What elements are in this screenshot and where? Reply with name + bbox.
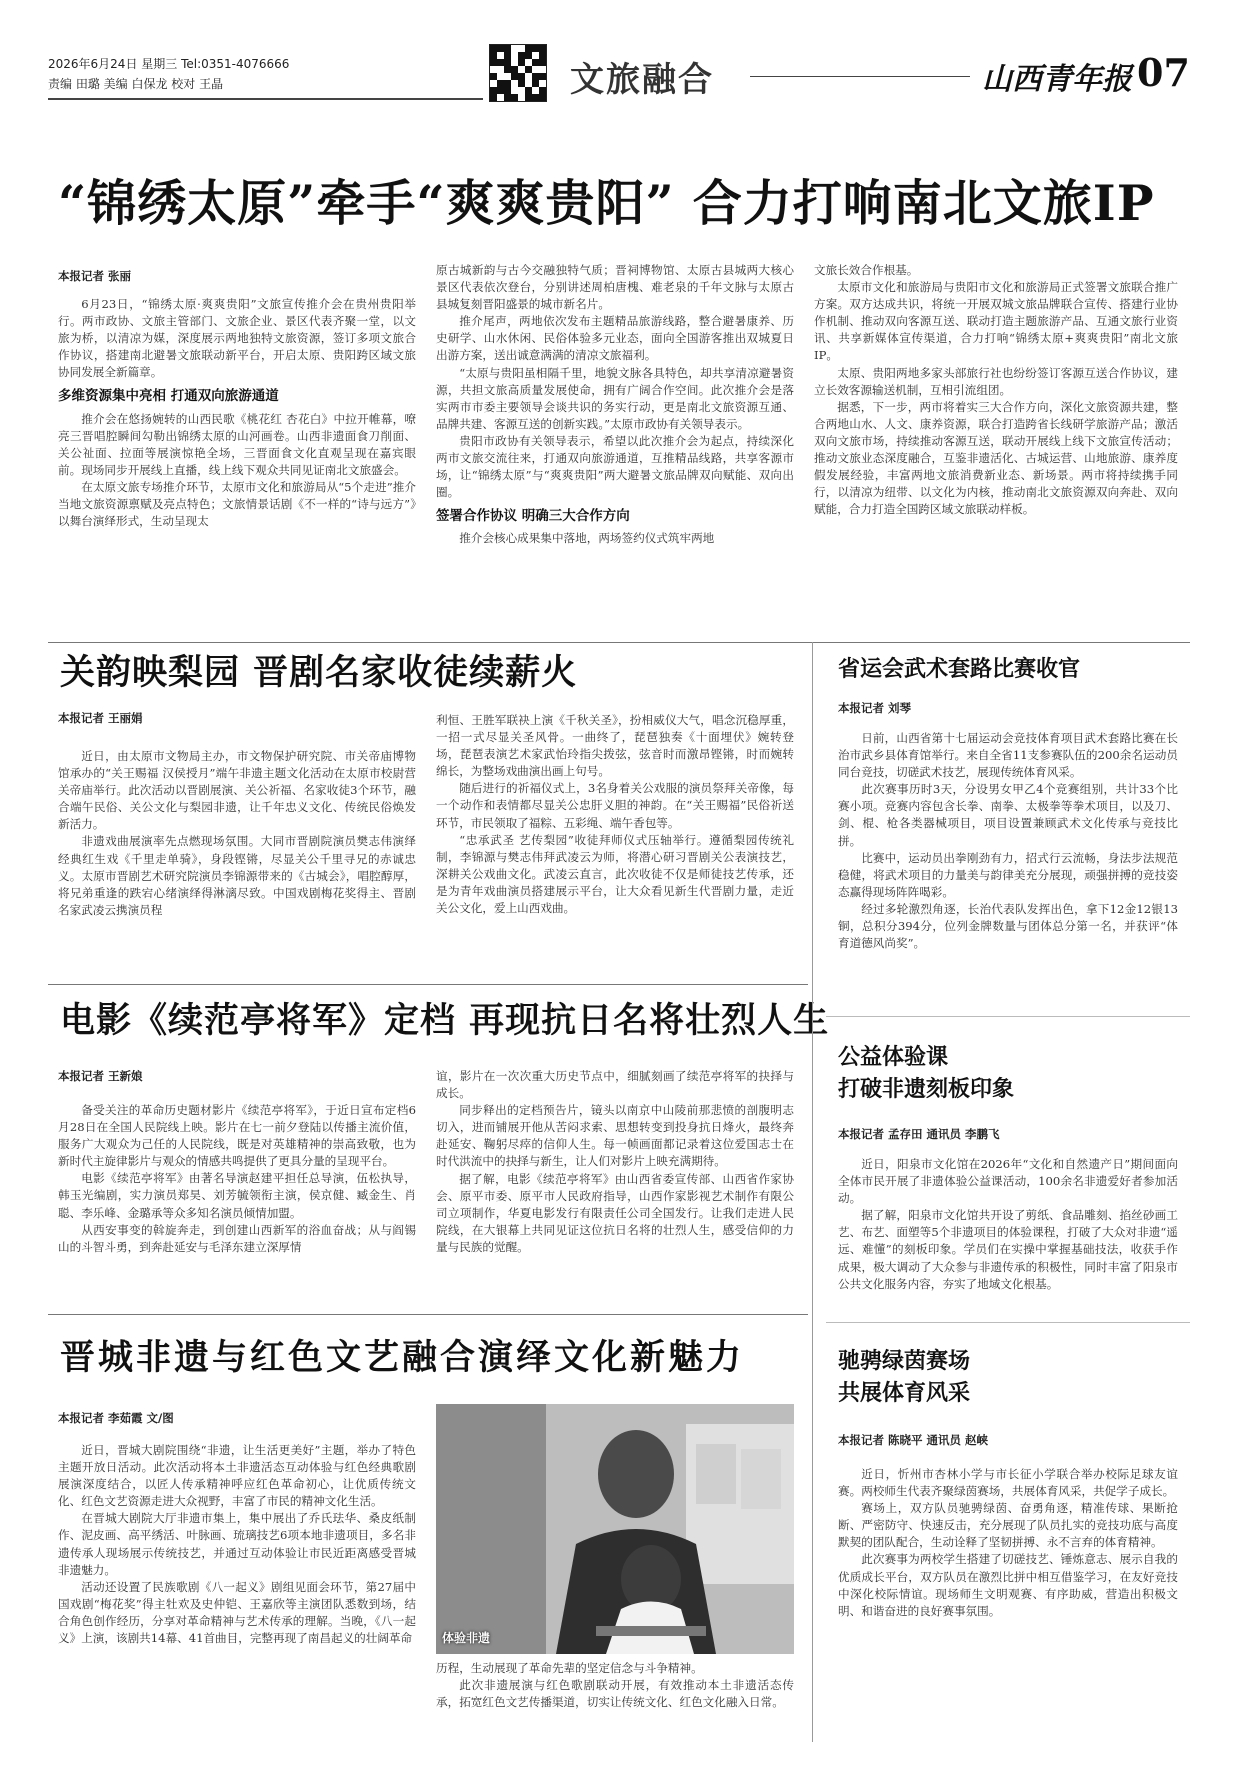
qr-module [539, 45, 546, 52]
article-column [58, 748, 416, 978]
sidebar-headline: 省运会武术套路比赛收官 [838, 657, 1081, 682]
paragraph: 在太原文旅专场推介环节，太原市文化和旅游局从“5个走进”推介当地文旅资源禀赋及亮点特色；文旅情景话剧《不一样的“诗与远方”》以舞台演绎形式，生动呈现太 [58, 479, 416, 529]
column-divider [812, 642, 813, 1742]
qr-module [525, 59, 532, 66]
qr-code-icon [489, 44, 547, 102]
qr-module [539, 87, 546, 94]
qr-module [497, 59, 504, 66]
qr-module [525, 80, 532, 87]
qr-module [497, 52, 504, 59]
qr-module [511, 52, 518, 59]
article-column [436, 1068, 794, 1302]
paragraph: 6月23日，“锦绣太原·爽爽贵阳”文旅宣传推介会在贵州贵阳举行。两市政协、文旅主管部门、文旅企业、景区代表齐聚一堂，以文旅为桥，以清凉为媒，深度展示两地独特文旅资源，签订多项文旅合作协议，搭建南北避暑文旅联动新平台，开启太原、贵阳跨区域文旅协同发展全新篇章。 [58, 297, 416, 380]
qr-module [504, 66, 511, 73]
qr-module [490, 59, 497, 66]
section-divider [48, 642, 1190, 643]
qr-module [511, 45, 518, 52]
article-headline: 关韵映梨园 晋剧名家收徒续薪火 [60, 653, 578, 693]
qr-module [532, 45, 539, 52]
qr-module [518, 52, 525, 59]
paragraph: 此次赛事历时3天，分设男女甲乙4个竞赛组别，共计33个比赛小项。竞赛内容包含长拳、南拳、太极拳等拳术项目，以及刀、剑、棍、枪各类器械项目，项目设置兼顾武术文化传承与竞技比拼。 [838, 782, 1178, 848]
subheading: 多维资源集中亮相 打通双向旅游通道 [58, 388, 279, 405]
header-rule-left [48, 98, 483, 100]
paragraph: 活动还设置了民族歌剧《八一起义》剧组见面会环节，第27届中国戏剧“梅花奖”得主牡欢及史仲铠、王嘉欣等主演团队悉数到场，结合角色创作经历，分享对革命精神与艺术传承的理解。当晚，《八一起义》上演，该剧共14幕、41首曲目，完整再现了南昌起义的壮阔革命 [58, 1579, 416, 1646]
section-title: 文旅融合 [570, 60, 714, 100]
qr-module [511, 59, 518, 66]
qr-module [490, 94, 497, 101]
paragraph: 贵阳市政协有关领导表示，希望以此次推介会为起点，持续深化两市文旅交流往来，打通双向旅游通道，互推精品线路，共享客源市场，让“锦绣太原”与“爽爽贵阳”两大避暑文旅品牌双向赋能、双向出圈。 [436, 433, 794, 500]
qr-module [497, 94, 504, 101]
article-column [58, 296, 416, 632]
qr-module [518, 73, 525, 80]
article-byline: 本报记者 王丽娟 [58, 711, 143, 725]
qr-module [504, 87, 511, 94]
qr-module [490, 52, 497, 59]
article-headline: 晋城非遗与红色文艺融合演绎文化新魅力 [60, 1338, 745, 1378]
photo-caption: 体验非遗 [442, 1631, 491, 1645]
qr-module [504, 94, 511, 101]
qr-module [539, 52, 546, 59]
sidebar-divider [826, 1322, 1190, 1323]
qr-module [539, 94, 546, 101]
paragraph: 历程，生动展现了革命先辈的坚定信念与斗争精神。 [436, 1661, 703, 1675]
paragraph: 近日，忻州市杏林小学与市长征小学联合举办校际足球友谊赛。两校师生代表齐聚绿茵赛场，共展体育风采，共促学子成长。 [838, 1467, 1178, 1499]
paragraph: 文旅长效合作根基。 [814, 263, 919, 277]
qr-module [490, 45, 497, 52]
qr-module [511, 94, 518, 101]
article-column [436, 712, 794, 978]
qr-module [532, 66, 539, 73]
qr-module [518, 87, 525, 94]
paragraph: 近日，晋城大剧院围绕“非遗，让生活更美好”主题，举办了特色主题开放日活动。此次活动将本土非遗活态互动体验与红色经典歌剧展演深度结合，以匠人传承精神呼应红色革命初心，让优质传统文化、红色文艺资源走进大众视野，丰富了市民的精神文化生活。 [58, 1443, 416, 1509]
qr-module [497, 87, 504, 94]
qr-module [504, 52, 511, 59]
sidebar-headline: 驰骋绿茵赛场 [838, 1349, 971, 1374]
qr-module [497, 66, 504, 73]
section-divider [48, 1314, 808, 1315]
paragraph: 备受关注的革命历史题材影片《续范亭将军》，于近日宣布定档6月28日在全国人民院线上映。影片在七一前夕登陆以传播主流价值，服务广大观众为己任的人民院线，既是对英雄精神的崇高致敬，也为新时代主旋律影片与观众的情感共鸣提供了更具分量的呈现平台。 [58, 1103, 416, 1169]
paragraph: 谊，影片在一次次重大历史节点中，细腻刻画了续范亭将军的抉择与成长。 [436, 1069, 794, 1101]
qr-module [490, 66, 497, 73]
paragraph: 据了解，阳泉市文化馆共开设了剪纸、食品雕刻、掐丝砂画工艺、布艺、面塑等5个非遗项目的体验课程，打破了大众对非遗“遥远、难懂”的刻板印象。学员们在实操中掌握基础技法，收获手作成果，极大调动了大众参与非遗传承的积极性，同时丰富了阳泉市公共文化服务内容，夯实了地域文化根基。 [838, 1208, 1178, 1291]
staff-credits: 责编 田璐 美编 白保龙 校对 王晶 [48, 77, 224, 91]
paragraph: 随后进行的祈福仪式上，3名身着关公戏服的演员祭拜关帝像，每一个动作和表情都尽显关公忠肝义胆的神韵。在“关王赐福”民俗祈送环节，市民领取了福粽、五彩绳、端午香包等。 [436, 781, 794, 830]
paragraph: 据悉，下一步，两市将着实三大合作方向，深化文旅资源共建，整合两地山水、人文、康养资源，联合打造跨省长线研学旅游产品；激活双向文旅市场，持续推动客源互送，联动开展线上线下文旅宣传活动；推动文旅业态深度融合，互鉴非遗活化、古城运营、山地旅游、康养度假发展经验，丰富两地文旅消费新业态、新场景。两市将持续携手同行，以清凉为纽带、以文化为内核，推动南北文旅资源双向奔赴、双向赋能，合力打造全国跨区域文旅联动样板。 [814, 399, 1178, 517]
article-column [814, 262, 1178, 632]
qr-module [504, 73, 511, 80]
sidebar-headline: 共展体育风采 [838, 1381, 971, 1406]
qr-module [539, 80, 546, 87]
qr-module [532, 80, 539, 87]
qr-module [532, 73, 539, 80]
qr-module [518, 45, 525, 52]
paragraph: 推介尾声，两地依次发布主题精品旅游线路，整合避暑康养、历史研学、山水休闲、民俗体验多元业态，面向全国游客推出双城夏日出游方案，送出诚意满满的清凉文旅福利。 [436, 314, 794, 363]
sidebar-byline: 本报记者 孟存田 通讯员 李鹏飞 [838, 1127, 1000, 1141]
qr-module [518, 80, 525, 87]
article-column [58, 1102, 416, 1302]
sidebar-headline: 公益体验课 [838, 1045, 949, 1070]
qr-module [511, 80, 518, 87]
article-byline: 本报记者 王新娘 [58, 1069, 143, 1083]
sidebar-headline: 打破非遗刻板印象 [838, 1077, 1015, 1102]
qr-module [539, 59, 546, 66]
qr-module [525, 94, 532, 101]
paragraph: 近日，由太原市文物局主办，市文物保护研究院、市关帝庙博物馆承办的“关王赐福 汉侯授月”端午非遗主题文化活动在太原市校尉营关帝庙举行。此次活动以晋剧展演、关公祈福、名家收徒3个环节，融合端午民俗、关公文化与梨园非遗，让千年忠义文化、传统民俗焕发新活力。 [58, 749, 416, 832]
newspaper-masthead: 山西青年报 [982, 62, 1132, 97]
paragraph: 此次非遗展演与红色歌剧联动开展，有效推动本土非遗活态传承，拓宽红色文艺传播渠道，切实让传统文化、红色文化融入日常。 [436, 1678, 794, 1710]
paragraph: “太原与贵阳虽相隔千里，地貌文脉各具特色，却共享清凉避暑资源，共担文旅高质量发展使命，拥有广阔合作空间。此次推介会是落实两市市委主要领导会谈共识的务实行动，更是南北文旅资源互通、品牌共建、客源互送的创新实践。”太原市政协有关领导表示。 [436, 365, 794, 431]
qr-module [518, 66, 525, 73]
paragraph: 推介会在悠扬婉转的山西民歌《桃花红 杏花白》中拉开帷幕，嘹亮三晋唱腔瞬间勾勒出锦绣太原的山河画卷。山西非遗面食刀削面、关公祉面、拉面等展演惊艳全场，三晋面食文化直观呈现在嘉宾眼前。现场同步开展线上直播，线上线下观众共同见证南北文旅盛会。 [58, 411, 416, 477]
qr-module [504, 80, 511, 87]
paragraph: 日前，山西省第十七届运动会竞技体育项目武术套路比赛在长治市武乡县体育馆举行。来自全省11支参赛队伍的200余名运动员同台竞技，切磋武术技艺，展现传统体育风采。 [838, 731, 1178, 780]
qr-module [539, 73, 546, 80]
sidebar-body [838, 1466, 1178, 1722]
paragraph: 太原市文化和旅游局与贵阳市文化和旅游局正式签署文旅联合推广方案。双方达成共识，将统一开展双城文旅品牌联合宣传、搭建行业协作机制、推动双向客源互送、联动打造主题旅游产品、互通文旅行业资讯、共享新媒体宣传渠道，合力打响“锦绣太原+爽爽贵阳”南北文旅IP。 [814, 280, 1178, 363]
paragraph: 此次赛事为两校学生搭建了切磋技艺、锤炼意志、展示自我的优质成长平台，双方队员在激烈比拼中相互借鉴学习，在友好竞技中深化校际情谊。现场师生文明观赛、有序助威，营造出积极文明、和谐奋进的良好赛事氛围。 [838, 1552, 1178, 1618]
page-number: 07 [1137, 50, 1190, 95]
sidebar-divider [826, 1016, 1190, 1017]
qr-module [511, 66, 518, 73]
paragraph: 原古城新韵与古今交融独特气质；晋祠博物馆、太原古县城两大核心景区代表依次登台，分别讲述周柏唐槐、难老泉的千年文脉与太原古县城复刻晋阳盛景的城市新名片。 [436, 263, 794, 312]
paragraph: 经过多轮激烈角逐，长治代表队发挥出色，拿下12金12银13铜，总积分394分，位列金牌数量与团体总分第一名，并获评“体育道德风尚奖”。 [838, 901, 1178, 951]
qr-module [490, 73, 497, 80]
sidebar-body [838, 730, 1178, 980]
qr-module [490, 87, 497, 94]
qr-module [525, 73, 532, 80]
paragraph: 据了解，电影《续范亭将军》由山西省委宣传部、山西省作家协会、原平市委、原平市人民政府指导，山西作家影视艺术制作有限公司立项制作，华夏电影发行有限责任公司全国发行。让我们走进人民院线，在大银幕上共同见证这位抗日名将的壮烈人生，感受信仰的力量与民族的觉醒。 [436, 1171, 794, 1254]
article-headline: 电影《续范亭将军》定档 再现抗日名将壮烈人生 [60, 1001, 830, 1041]
qr-module [511, 87, 518, 94]
qr-module [518, 94, 525, 101]
paragraph: 从西安事变的斡旋奔走，到创建山西新军的浴血奋战；从与阎锡山的斗智斗勇，到奔赴延安与毛泽东建立深厚情 [58, 1222, 416, 1254]
header-rule-right [750, 76, 970, 77]
subheading: 签署合作协议 明确三大合作方向 [436, 508, 630, 525]
qr-module [511, 73, 518, 80]
qr-module [532, 59, 539, 66]
article-column [436, 262, 794, 632]
sidebar-body [838, 1156, 1178, 1306]
qr-module [518, 59, 525, 66]
paragraph: 在晋城大剧院大厅非遗市集上，集中展出了乔氏珐华、桑皮纸制作、泥皮画、高平绣活、叶脉画、琉璃技艺6项本地非遗项目，多名非遗传承人现场展示传统技艺，并通过互动体验让市民近距离感受晋城非遗魅力。 [58, 1511, 416, 1577]
article-column [58, 1442, 416, 1712]
article-column [436, 1660, 794, 1720]
qr-module [532, 87, 539, 94]
paragraph: 非遗戏曲展演率先点燃现场氛围。大同市晋剧院演员樊志伟演绎经典红生戏《千里走单骑》，身段铿锵，尽显关公千里寻兄的赤诚忠义。太原市晋剧艺术研究院演员李锦源带来的《古城会》，唱腔醇厚，将兄弟重逢的跌宕心绪演绎得淋漓尽致。中国戏剧梅花奖得主、晋剧名家武凌云携演员程 [58, 834, 416, 917]
qr-module [532, 52, 539, 59]
photo-illustration [436, 1404, 794, 1654]
qr-module [490, 80, 497, 87]
article-byline: 本报记者 李茹霞 文/图 [58, 1411, 174, 1425]
paragraph: 推介会核心成果集中落地，两场签约仪式筑牢两地 [459, 531, 715, 546]
paragraph: 比赛中，运动员出拳刚劲有力，招式行云流畅，身法步法规范稳健，将武术项目的力量美与韵律美充分展现，顽强拼搏的竞技姿态赢得现场阵阵喝彩。 [838, 850, 1178, 899]
paragraph: 近日，阳泉市文化馆在2026年“文化和自然遗产日”期间面向全体市民开展了非遗体验公益课活动，100余名非遗爱好者参加活动。 [838, 1157, 1178, 1206]
qr-module [504, 45, 511, 52]
qr-module [525, 52, 532, 59]
sidebar-byline: 本报记者 刘琴 [838, 701, 912, 715]
article-photo [436, 1404, 794, 1654]
paragraph: 赛场上，双方队员驰骋绿茵、奋勇角逐，精准传球、果断抢断、严密防守、快速反击，充分展现了队员扎实的竞技功底与高度默契的团队配合，生动诠释了坚韧拼搏、永不言弃的体育精神。 [838, 1501, 1178, 1550]
sidebar-byline: 本报记者 陈晓平 通讯员 赵峡 [838, 1433, 989, 1447]
qr-module [525, 45, 532, 52]
paragraph: 利恒、王胜军联袂上演《千秋关圣》，扮相威仪大气，唱念沉稳厚重，一招一式尽显关圣风骨。一曲终了，琵琶独奏《十面埋伏》婉转登场，琵琶表演艺术家武怡玲指尖拨弦，弦音时而激昂铿锵，时而婉转绵长，为整场戏曲演出画上句号。 [436, 713, 794, 779]
section-divider [48, 984, 808, 985]
issue-date-line: 2026年6月24日 星期三 Tel:0351-4076666 [48, 57, 290, 71]
qr-module [532, 94, 539, 101]
article-headline: “锦绣太原”牵手“爽爽贵阳” 合力打响南北文旅IP [58, 174, 1155, 232]
paragraph: 太原、贵阳两地多家头部旅行社也纷纷签订客源互送合作协议，建立长效客源输送机制，互相引流组团。 [814, 365, 1178, 397]
qr-module [497, 80, 504, 87]
qr-module [497, 45, 504, 52]
qr-module [504, 59, 511, 66]
qr-module [525, 66, 532, 73]
paragraph: 同步释出的定档预告片，镜头以南京中山陵前那悲愤的剖腹明志切入，进而铺展开他从苦闷求索、思想转变到投身抗日烽火，最终奔赴延安、鞠躬尽瘁的信仰人生。每一帧画面都记录着这位爱国志士在时代洪流中的抉择与新生，让人们对影片上映充满期待。 [436, 1103, 794, 1169]
qr-module [539, 66, 546, 73]
qr-module [497, 73, 504, 80]
paragraph: “忠承武圣 艺传梨园”收徒拜师仪式压轴举行。遵循梨园传统礼制，李锦源与樊志伟拜武凌云为师，将潜心研习晋剧关公表演技艺，深耕关公戏曲文化。武凌云直言，此次收徒不仅是师徒技艺传承，还是为青年戏曲演员搭建展示平台，让大众看见新生代晋剧力量，走近关公文化，爱上山西戏曲。 [436, 832, 794, 916]
qr-module [525, 87, 532, 94]
paragraph: 电影《续范亭将军》由著名导演赵建平担任总导演，伍松执导，韩玉光编剧，实力演员郑昊、刘芳毓领衔主演，侯京健、臧金生、肖聪、李乐峰、金璐承等众多知名演员倾情加盟。 [58, 1171, 416, 1220]
article-byline: 本报记者 张丽 [58, 269, 132, 283]
